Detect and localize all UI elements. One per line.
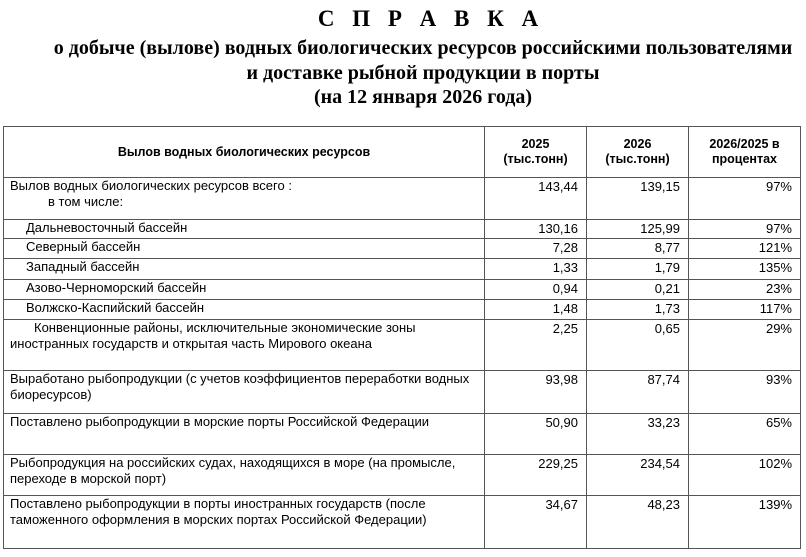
- table-row: [4, 300, 801, 320]
- value-v2026: 1,73: [587, 300, 689, 320]
- value-pct: 97%: [689, 178, 801, 220]
- value-v2026: 234,54: [587, 455, 689, 496]
- table-row: [4, 259, 801, 280]
- table-header-row: [4, 127, 801, 178]
- value-pct: 23%: [689, 280, 801, 300]
- value-pct: 117%: [689, 300, 801, 320]
- row-label-cell: [4, 414, 485, 455]
- table-row: [4, 496, 801, 549]
- value-v2026: 33,23: [587, 414, 689, 455]
- value-v2026: 0,65: [587, 320, 689, 371]
- row-label-cell: [4, 371, 485, 414]
- column-header: 2026/2025 в процентах: [689, 127, 801, 178]
- row-label: Выработано рыбопродукции (с учетов коэффициентов переработки водных биоресурсов): [10, 371, 470, 402]
- column-header: Вылов водных биологических ресурсов: [4, 127, 485, 178]
- row-label: Конвенционные районы, исключительные экономические зоны иностранных государств и открытая часть Мирового океана: [10, 320, 416, 351]
- row-label: Вылов водных биологических ресурсов всего :: [10, 178, 292, 193]
- table-row: [4, 371, 801, 414]
- value-v2025: 130,16: [485, 220, 587, 239]
- table-row: [4, 178, 801, 220]
- row-label-cell: [4, 178, 485, 220]
- value-pct: 97%: [689, 220, 801, 239]
- value-v2026: 139,15: [587, 178, 689, 220]
- document-subtitle: и доставке рыбной продукции в порты: [246, 62, 600, 84]
- document-title: С П Р А В К А: [317, 6, 545, 31]
- row-label-cell: [4, 239, 485, 259]
- value-v2025: 2,25: [485, 320, 587, 371]
- table-row: [4, 239, 801, 259]
- row-label: Поставлено рыбопродукции в морские порты Российской Федерации: [10, 414, 430, 429]
- value-v2025: 93,98: [485, 371, 587, 414]
- row-label: Рыбопродукция на российских судах, находящихся в море (на промысле, переходе в морской порт): [10, 455, 456, 486]
- table-row: [4, 414, 801, 455]
- value-pct: 93%: [689, 371, 801, 414]
- value-v2026: 125,99: [587, 220, 689, 239]
- row-label: Западный бассейн: [26, 259, 140, 274]
- table-row: [4, 280, 801, 300]
- row-label: Северный бассейн: [26, 239, 141, 254]
- value-v2026: 1,79: [587, 259, 689, 280]
- row-sublabel: в том числе:: [48, 194, 124, 209]
- table-row: [4, 220, 801, 239]
- value-v2025: 7,28: [485, 239, 587, 259]
- value-v2025: 50,90: [485, 414, 587, 455]
- value-pct: 139%: [689, 496, 801, 549]
- value-pct: 135%: [689, 259, 801, 280]
- row-label-cell: [4, 220, 485, 239]
- value-pct: 29%: [689, 320, 801, 371]
- value-v2025: 1,48: [485, 300, 587, 320]
- value-v2025: 229,25: [485, 455, 587, 496]
- value-v2025: 34,67: [485, 496, 587, 549]
- value-pct: 65%: [689, 414, 801, 455]
- row-label: Волжско-Каспийский бассейн: [26, 300, 205, 315]
- row-label-cell: [4, 300, 485, 320]
- value-pct: 102%: [689, 455, 801, 496]
- value-v2025: 143,44: [485, 178, 587, 220]
- document-subtitle: о добыче (вылове) водных биологических ресурсов российскими пользователями: [53, 37, 793, 59]
- row-label-cell: [4, 496, 485, 549]
- row-label: Поставлено рыбопродукции в порты иностранных государств (после таможенного оформления в морских портах Российской Федерации): [10, 496, 427, 527]
- value-v2025: 0,94: [485, 280, 587, 300]
- value-pct: 121%: [689, 239, 801, 259]
- value-v2026: 8,77: [587, 239, 689, 259]
- catch-table: [3, 126, 801, 549]
- row-label-cell: [4, 455, 485, 496]
- row-label: Азово-Черноморский бассейн: [26, 280, 207, 295]
- row-label-cell: [4, 259, 485, 280]
- table-row: [4, 455, 801, 496]
- row-label-cell: [4, 280, 485, 300]
- document-date: (на 12 января 2026 года): [313, 86, 533, 108]
- table-row: [4, 320, 801, 371]
- value-v2026: 0,21: [587, 280, 689, 300]
- column-header: 2026 (тыс.тонн): [587, 127, 689, 178]
- value-v2026: 87,74: [587, 371, 689, 414]
- value-v2025: 1,33: [485, 259, 587, 280]
- value-v2026: 48,23: [587, 496, 689, 549]
- row-label: Дальневосточный бассейн: [26, 220, 188, 235]
- column-header: 2025 (тыс.тонн): [485, 127, 587, 178]
- row-label-cell: [4, 320, 485, 371]
